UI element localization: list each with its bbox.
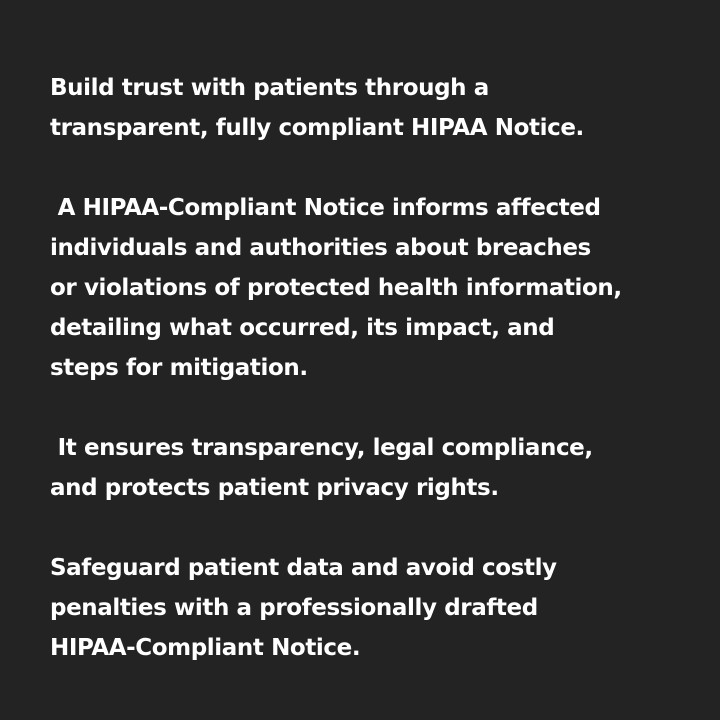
text-line: detailing what occurred, its impact, and [50,315,555,341]
text-line: transparent, fully compliant HIPAA Notice. [50,115,584,141]
paragraph-spacer [50,148,680,188]
paragraph-spacer [50,388,680,428]
text-line: or violations of protected health information, [50,275,622,301]
text-line: A HIPAA-Compliant Notice informs affected [50,195,601,221]
purpose-paragraph [50,428,680,508]
text-line: Build trust with patients through a [50,75,489,101]
text-line: individuals and authorities about breaches [50,235,591,261]
paragraph-spacer [50,508,680,548]
text-line: Safeguard patient data and avoid costly [50,555,557,581]
call-to-action-paragraph [50,548,680,668]
text-line: penalties with a professionally drafted [50,595,538,621]
text-line: It ensures transparency, legal compliance, [50,435,593,461]
intro-paragraph [50,68,680,148]
text-line: and protects patient privacy rights. [50,475,499,501]
text-line: steps for mitigation. [50,355,308,381]
text-line: HIPAA-Compliant Notice. [50,635,361,661]
definition-paragraph [50,188,680,388]
